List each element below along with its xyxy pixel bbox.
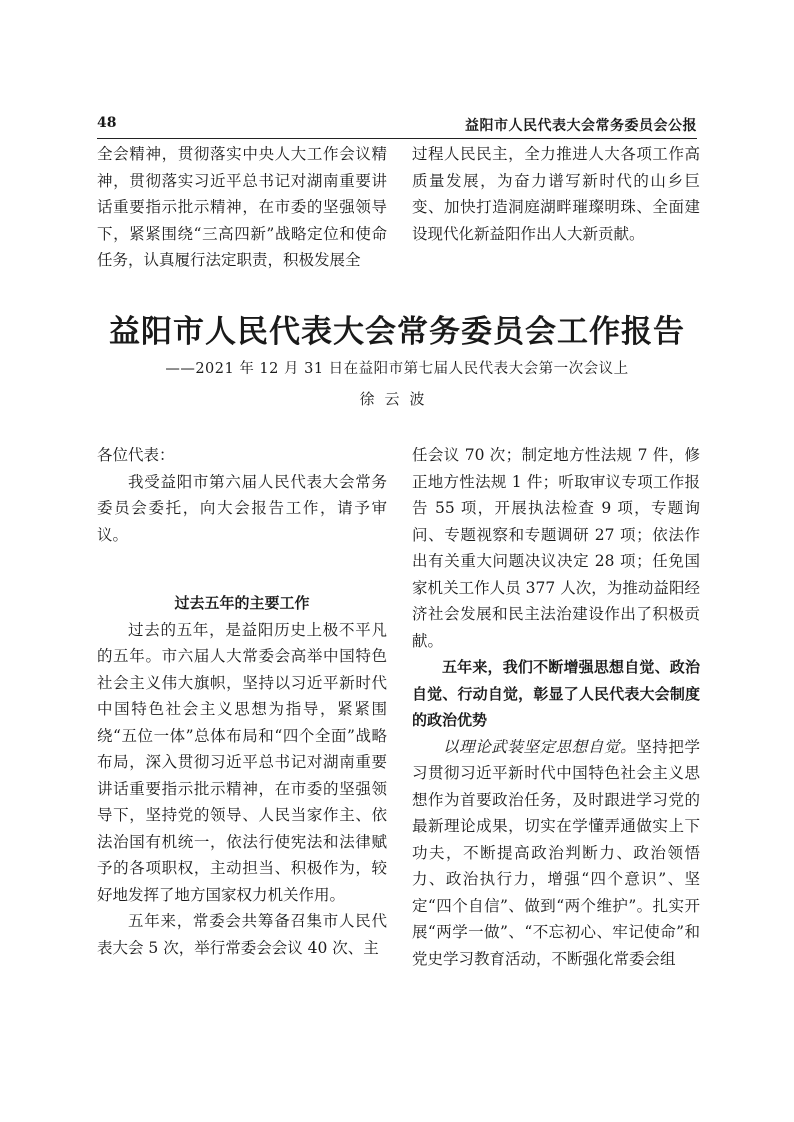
main-right-column [412, 442, 700, 972]
top-left-column [97, 141, 387, 274]
report-title: 益阳市人民代表大会常务委员会工作报告 [109, 314, 685, 350]
report-subtitle: ——2021 年 12 月 31 日在益阳市第七届人民代表大会第一次会议上 [165, 361, 629, 377]
report-title-block [60, 310, 734, 410]
header-rule [97, 138, 697, 139]
page-number: 48 [97, 115, 117, 131]
top-left-paragraph: 全会精神，贯彻落实中央人大工作会议精神，贯彻落实习近平总书记对湖南重要讲话重要指示批示精神，在市委的坚强领导下，紧紧围绕“三高四新”战略定位和使命任务，认真履行法定职责，积极发展全 [97, 145, 387, 269]
right-paragraph-2 [412, 734, 700, 973]
top-right-column [412, 141, 700, 247]
right-paragraph-2-body: 坚持把学习贯彻习近平新时代中国特色社会主义思想作为首要政治任务，及时跟进学习党的最新理论成果，切实在学懂弄通做实上下功夫，不断提高政治判断力、政治领悟力、政治执行力，增强“四个意识”、坚定“四个自信”、做到“两个维护”。扎实开展“两学一做”、“不忘初心、牢记使命”和党史学习教育活动，不断强化常委会组 [412, 737, 700, 968]
salutation: 各位代表： [97, 446, 175, 464]
bold-subheading: 五年来，我们不断增强思想自觉、政治自觉、行动自觉，彰显了人民代表大会制度的政治优势 [412, 658, 700, 729]
body-paragraph-1: 过去的五年，是益阳历史上极不平凡的五年。市六届人大常委会高举中国特色社会主义伟大旗帜，坚持以习近平新时代中国特色社会主义思想为指导，紧紧围绕“五位一体”总体布局和“四个全面”战略布局，深入贯彻习近平总书记对湖南重要讲话重要指示批示精神，在市委的坚强领导下，坚持党的领导、人民当家作主、依法治国有机统一，依法行使宪法和法律赋予的各项职权，主动担当、积极作为，较好地发挥了地方国家权力机关作用。 [97, 620, 387, 904]
right-paragraph-1: 任会议 70 次；制定地方性法规 7 件，修正地方性法规 1 件；听取审议专项工作报告 55 项，开展执法检查 9 项，专题询问、专题视察和专题调研 27 项；依法作出有关重大问题决议决定 28 项；任免国家机关工作人员 377 人次，为推动益阳经济社会发展和民主法治建设作出了积极贡献。 [412, 446, 700, 650]
top-right-paragraph: 过程人民民主，全力推进人大各项工作高质量发展，为奋力谱写新时代的山乡巨变、加快打造洞庭湖畔璀璨明珠、全面建设现代化新益阳作出人大新贡献。 [412, 145, 700, 243]
body-paragraph-2: 五年来，常委会共筹备召集市人民代表大会 5 次，举行常委会会议 40 次、主 [97, 912, 387, 957]
main-left-column [97, 442, 387, 961]
section-heading: 过去五年的主要工作 [174, 594, 310, 612]
report-author: 徐云波 [359, 390, 435, 408]
page-header [97, 111, 697, 139]
section-spacer [97, 548, 387, 590]
lead-in-phrase: 以理论武装坚定思想自觉。 [443, 737, 637, 756]
journal-name: 益阳市人民代表大会常务委员会公报 [465, 118, 697, 134]
intro-paragraph: 我受益阳市第六届人民代表大会常务委员会委托，向大会报告工作，请予审议。 [97, 472, 387, 544]
